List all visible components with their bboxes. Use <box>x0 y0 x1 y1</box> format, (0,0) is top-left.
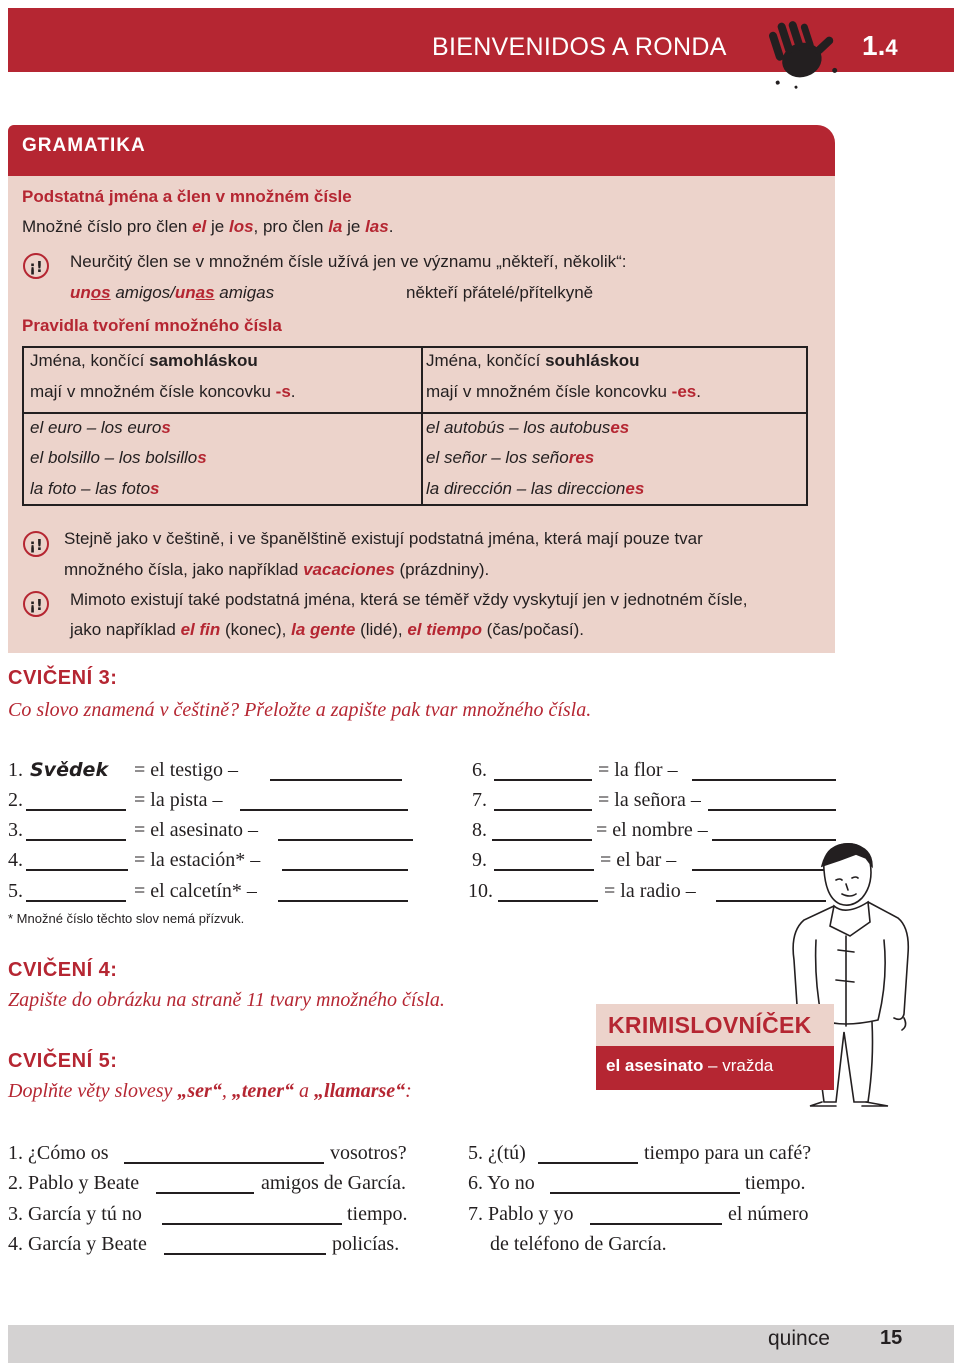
exercise-number: 10. <box>468 880 493 902</box>
exercise-4-title: CVIČENÍ 4: <box>8 959 118 981</box>
example-row: el señor – los señores <box>426 448 595 467</box>
exercise-answer: Svědek <box>30 759 109 781</box>
plural-only-note-2: množného čísla, jako například vacaciones (prázdniny). <box>64 560 490 579</box>
example-row: el euro – los euros <box>30 418 171 437</box>
exercise-prompt: = la flor – <box>598 759 678 781</box>
exercise-prompt: = la radio – <box>604 880 696 902</box>
sentence-start: 1. ¿Cómo os <box>8 1142 109 1164</box>
sentence-end: el número <box>728 1203 809 1225</box>
exercise-number: 2. <box>8 789 23 811</box>
answer-blank[interactable] <box>550 1192 740 1194</box>
sentence-start: 6. Yo no <box>468 1172 535 1194</box>
exercise-3-title: CVIČENÍ 3: <box>8 667 118 689</box>
answer-blank[interactable] <box>278 900 408 902</box>
exercise-prompt: = la señora – <box>598 789 701 811</box>
example-row: el bolsillo – los bolsillos <box>30 448 207 467</box>
footnote: * Množné číslo těchto slov nemá přízvuk. <box>8 911 245 926</box>
indefinite-example: unos amigos/unas amigas <box>70 283 275 302</box>
answer-blank[interactable] <box>124 1162 324 1164</box>
sentence-start: 4. García y Beate <box>8 1233 147 1255</box>
answer-blank[interactable] <box>492 839 592 841</box>
plural-article-rule: Množné číslo pro člen el je los, pro člen la je las. <box>22 217 394 236</box>
exercise-prompt: = el bar – <box>600 849 677 871</box>
answer-blank[interactable] <box>538 1162 638 1164</box>
sentence-end: policías. <box>332 1233 400 1255</box>
grammar-heading: GRAMATIKA <box>8 125 835 176</box>
sentence-start: 7. Pablo y yo <box>468 1203 574 1225</box>
example-row: la foto – las fotos <box>30 479 160 498</box>
grammar-subtitle: Podstatná jména a člen v množném čísle <box>22 187 352 206</box>
exercise-prompt: = el asesinato – <box>134 819 259 841</box>
answer-blank[interactable] <box>708 809 836 811</box>
answer-blank[interactable] <box>494 779 592 781</box>
sentence-end: amigos de García. <box>261 1172 406 1194</box>
exercise-3-instruction: Co slovo znamená v češtině? Přeložte a zapište pak tvar množného čísla. <box>8 699 592 721</box>
example-row: la dirección – las direcciones <box>426 479 645 498</box>
answer-blank[interactable] <box>162 1223 342 1225</box>
sentence-end: tiempo. <box>347 1203 408 1225</box>
example-translation: někteří přátelé/přítelkyně <box>406 283 594 302</box>
svg-text:¡!: ¡! <box>29 536 43 554</box>
attention-icon <box>22 252 50 280</box>
chapter-number: 1.4 <box>862 30 898 61</box>
exercise-prompt: = la estación* – <box>134 849 261 871</box>
rule-vowel-head: Jména, končící samohláskou <box>30 351 258 370</box>
exercise-prompt: = el calcetín* – <box>134 880 257 902</box>
singular-only-note-2: jako například el fin (konec), la gente (lidé), el tiempo (čas/počasí). <box>70 620 584 639</box>
exercise-number: 4. <box>8 849 23 871</box>
vocabulary-title: KRIMISLOVNÍČEK <box>608 1012 812 1038</box>
exercise-number: 7. <box>472 789 487 811</box>
sentence-start: 2. Pablo y Beate <box>8 1172 140 1194</box>
answer-blank[interactable] <box>156 1192 254 1194</box>
vocabulary-entry: el asesinato – vražda <box>606 1056 774 1075</box>
sentence-end: tiempo para un café? <box>644 1142 812 1164</box>
sentence-end: de teléfono de García. <box>490 1233 667 1255</box>
exercise-number: 5. <box>8 880 23 902</box>
example-row: el autobús – los autobuses <box>426 418 630 437</box>
sentence-end: tiempo. <box>745 1172 806 1194</box>
exercise-5-instruction: Doplňte věty slovesy „ser“, „tener“ a „llamarse“: <box>8 1080 412 1102</box>
vocabulary-box <box>596 1004 834 1090</box>
answer-blank[interactable] <box>240 809 408 811</box>
page-title: BIENVENIDOS A RONDA <box>432 33 727 61</box>
exercise-number: 8. <box>472 819 487 841</box>
attention-icon <box>22 530 50 558</box>
rule-consonant-head: Jména, končící souhláskou <box>426 351 640 370</box>
exercise-prompt: = el testigo – <box>134 759 239 781</box>
rules-title: Pravidla tvoření množného čísla <box>22 316 282 335</box>
exercise-number: 9. <box>472 849 487 871</box>
exercise-prompt: = el nombre – <box>596 819 708 841</box>
answer-blank[interactable] <box>498 900 598 902</box>
sentence-end: vosotros? <box>330 1142 407 1164</box>
singular-only-note: Mimoto existují také podstatná jména, která se téměř vždy vyskytují jen v jednotném čísle, <box>70 590 748 609</box>
sentence-start: 3. García y tú no <box>8 1203 142 1225</box>
rule-vowel-ending: mají v množném čísle koncovku -s. <box>30 382 296 401</box>
answer-blank[interactable] <box>26 839 126 841</box>
answer-blank[interactable] <box>494 809 592 811</box>
handprint-icon <box>756 14 846 94</box>
answer-blank[interactable] <box>692 779 836 781</box>
attention-icon <box>22 590 50 618</box>
exercise-5-title: CVIČENÍ 5: <box>8 1050 118 1072</box>
exercise-prompt: = la pista – <box>134 789 223 811</box>
exercise-number: 6. <box>472 759 487 781</box>
answer-blank[interactable] <box>26 900 126 902</box>
rule-consonant-ending: mají v množném čísle koncovku -es. <box>426 382 701 401</box>
answer-blank[interactable] <box>26 869 128 871</box>
sentence-start: 5. ¿(tú) <box>468 1142 526 1164</box>
page-number: 15 <box>880 1327 903 1349</box>
answer-blank[interactable] <box>282 869 408 871</box>
answer-blank[interactable] <box>26 809 126 811</box>
answer-blank[interactable] <box>590 1223 722 1225</box>
page-number-word: quince <box>768 1327 830 1350</box>
answer-blank[interactable] <box>494 869 594 871</box>
exercise-number: 1. <box>8 759 23 781</box>
exercise-number: 3. <box>8 819 23 841</box>
answer-blank[interactable] <box>164 1253 326 1255</box>
answer-blank[interactable] <box>278 839 413 841</box>
svg-text:¡!: ¡! <box>29 596 43 614</box>
svg-text:¡!: ¡! <box>29 258 43 276</box>
indefinite-article-note: Neurčitý člen se v množném čísle užívá jen ve významu „někteří, několik“: <box>70 252 627 271</box>
plural-only-note: Stejně jako v češtině, i ve španělštině existují podstatná jména, která mají pouze tvar <box>64 529 703 548</box>
answer-blank[interactable] <box>270 779 402 781</box>
exercise-4-instruction: Zapište do obrázku na straně 11 tvary množného čísla. <box>8 989 445 1011</box>
